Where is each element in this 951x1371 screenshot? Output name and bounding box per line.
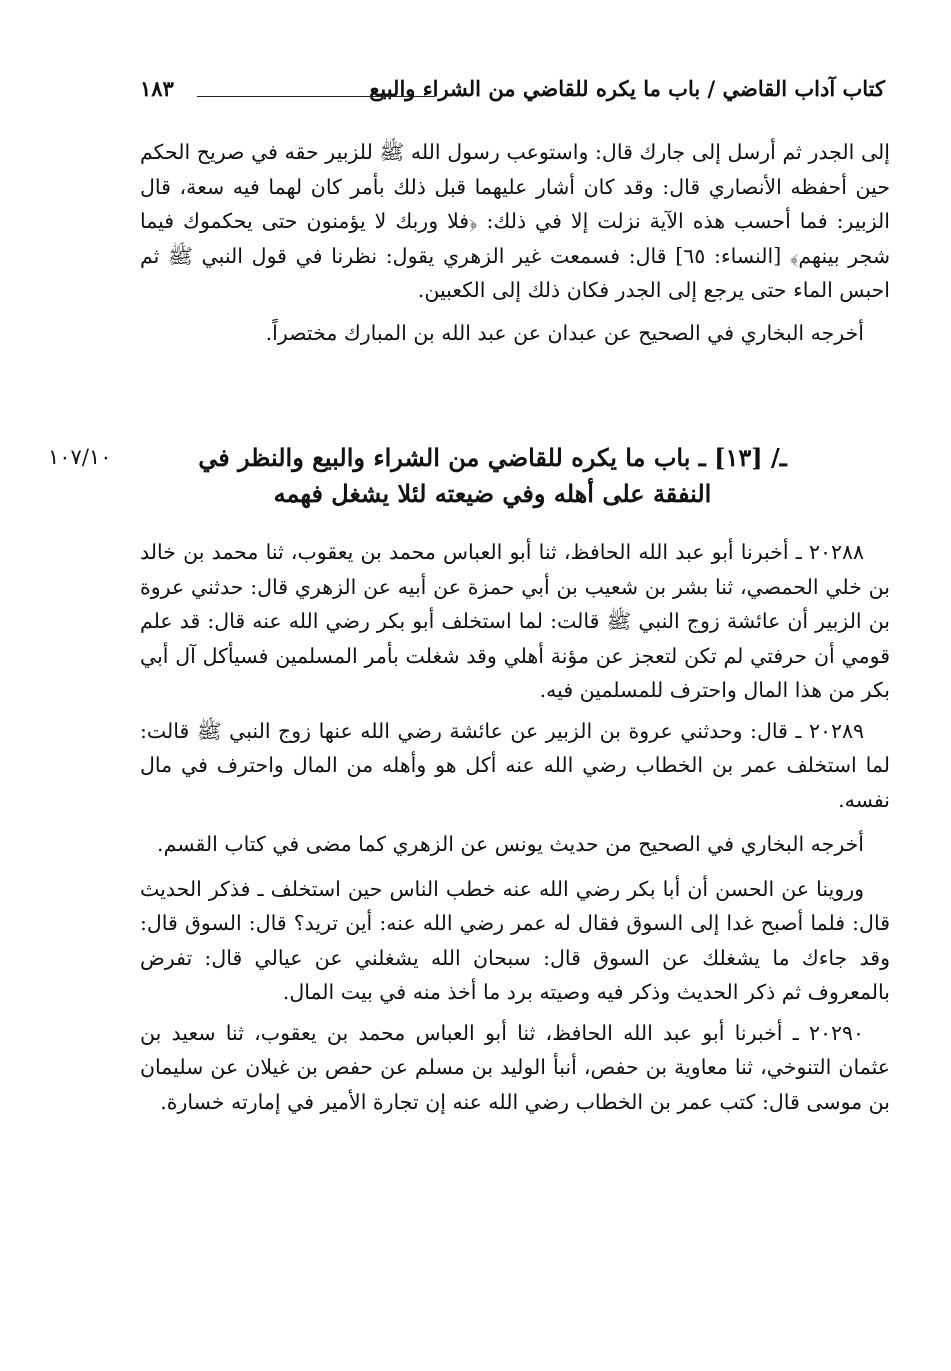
header-title: كتاب آداب القاضي / باب ما يكره للقاضي من الشراء والبيع [369, 76, 885, 101]
chapter-heading-line2: النفقة على أهله وفي ضيعته لئلا يشغل فهمه [273, 479, 712, 508]
margin-reference: ١٠٧/١٠ [48, 445, 112, 469]
chapter-heading [140, 440, 845, 512]
hadith-20290: ٢٠٢٩٠ ـ أخبرنا أبو عبد الله الحافظ، ثنا أبو العباس محمد بن يعقوب، ثنا سعيد بن عثمان التنوخي، ثنا معاوية بن حفص، أنبأ الوليد بن مسلم عن حفص بن غيلان عن سليمان بن موسى قال: كتب عمر بن الخطاب رضي الله عنه إن تجارة الأمير في إمارته خسارة. [140, 1020, 890, 1114]
hadith-20288: ٢٠٢٨٨ ـ أخبرنا أبو عبد الله الحافظ، ثنا أبو العباس محمد بن يعقوب، ثنا محمد بن خالد بن خلي الحمصي، ثنا بشر بن شعيب بن أبي حمزة عن أبيه عن الزهري قال: حدثني عروة بن الزبير أن عائشة زوج النبي ﷺ قالت: لما استخلف أبو بكر رضي الله عنه قال: قد علم قومي أن حرفتي لم تكن لتعجز عن مؤنة أهلي وقد شغلت بأمر المسلمين فسيأكل آل أبي بكر من هذا المال واحترف للمسلمين فيه. [140, 540, 890, 702]
hasan-narration: وروينا عن الحسن أن أبا بكر رضي الله عنه خطب الناس حين استخلف ـ فذكر الحديث قال: فلما أصبح غدا إلى السوق فقال له عمر رضي الله عنه: أين تريد؟ قال: السوق قال: وقد جاءك ما يشغلك عن السوق قال: سبحان الله يشغلني عن عيالي قال: تفرض بالمعروف ثم ذكر الحديث وذكر فيه وصيته برد ما أخذ منه في بيت المال. [140, 876, 890, 1004]
page-number: ١٨٣ [140, 76, 174, 101]
running-header [140, 70, 885, 110]
hadith-20289: ٢٠٢٨٩ ـ قال: وحدثني عروة بن الزبير عن عائشة رضي الله عنها زوج النبي ﷺ قالت: لما استخلف عمر بن الخطاب رضي الله عنه أكل هو وأهله من المال واحترف في مال نفسه. [140, 718, 890, 812]
header-rule [197, 96, 435, 97]
hadith-block [140, 535, 890, 1119]
hadith-takhrij: أخرجه البخاري في الصحيح من حديث يونس عن الزهري كما مضى في كتاب القسم. [157, 832, 864, 856]
intro-takhrij: أخرجه البخاري في الصحيح عن عبدان عن عبد الله بن المبارك مختصراً. [265, 320, 864, 345]
intro-block [140, 135, 890, 350]
chapter-heading-line1: ـ/ [١٣] ـ باب ما يكره للقاضي من الشراء والبيع والنظر في [198, 443, 787, 472]
intro-paragraph: إلى الجدر ثم أرسل إلى جارك قال: واستوعب رسول الله ﷺ للزبير حقه في صريح الحكم حين أحفظه الأنصاري قال: وقد كان أشار عليهما قبل ذلك بأمر كان لهما فيه سعة، قال الزبير: فما أحسب هذه الآية نزلت إلا في ذلك: ﴿فلا وربك لا يؤمنون حتى يحكموك فيما شجر بينهم﴾ [النساء: ٦٥] قال: فسمعت غير الزهري يقول: نظرنا في قول النبي ﷺ ثم احبس الماء حتى يرجع إلى الجدر فكان ذلك إلى الكعبين. [140, 140, 890, 302]
